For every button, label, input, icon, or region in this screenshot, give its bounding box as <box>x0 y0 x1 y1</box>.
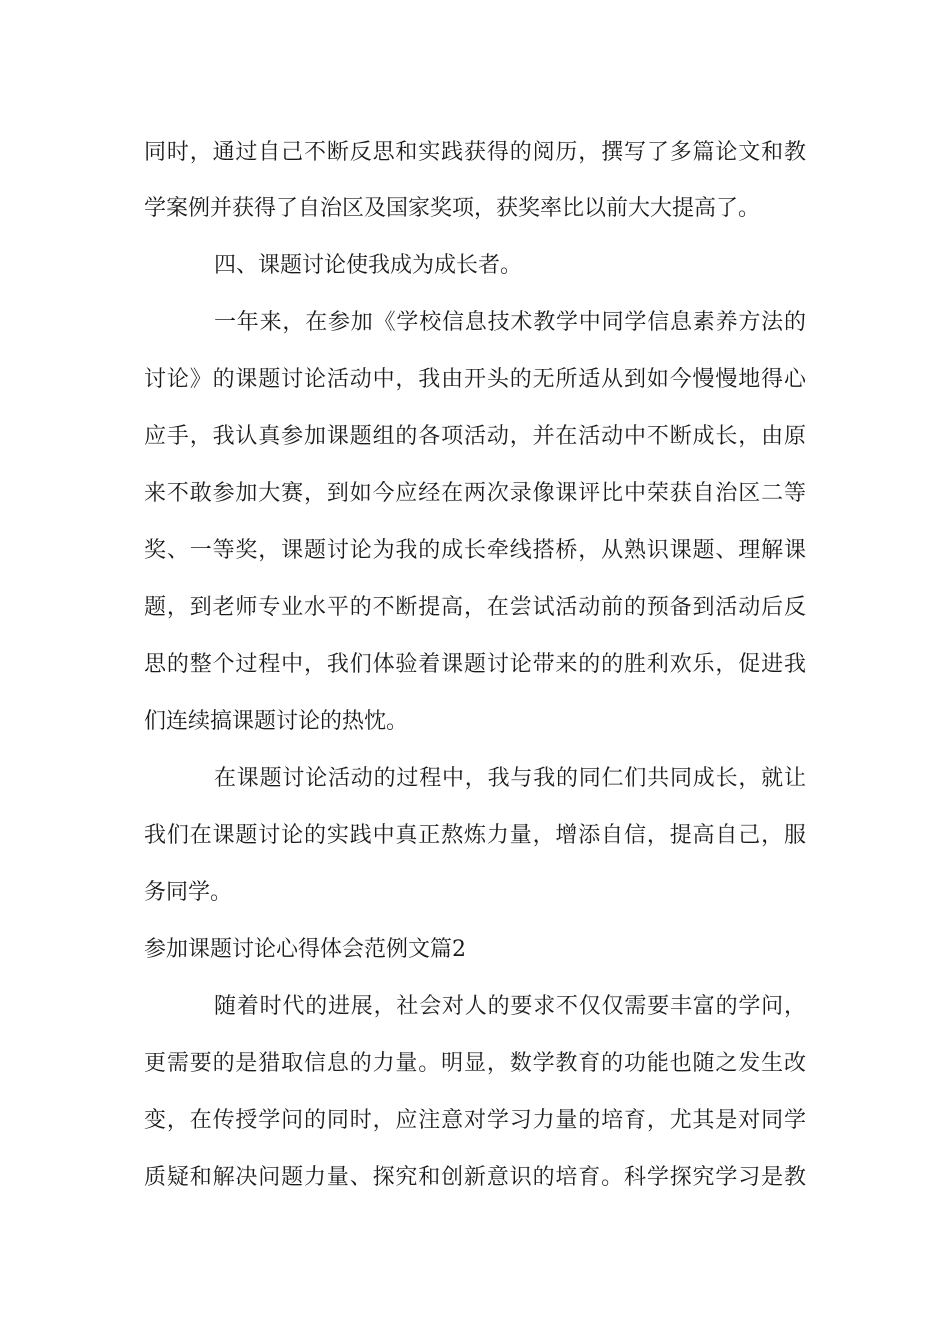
section-heading: 四、课题讨论使我成为成长者。 <box>214 253 523 278</box>
paragraph-line: 我们在课题讨论的实践中真正熬炼力量，增添自信，提高自己，服 <box>144 823 806 848</box>
paragraph-line: 变，在传授学问的同时，应注意对学习力量的培育，尤其是对同学 <box>144 1108 806 1133</box>
paragraph-line: 思的整个过程中，我们体验着课题讨论带来的的胜利欢乐，促进我 <box>144 652 806 677</box>
paragraph-line: 来不敢参加大赛，到如今应经在两次录像课评比中荣获自治区二等 <box>144 481 806 506</box>
paragraph-line: 务同学。 <box>144 880 233 905</box>
paragraph-line: 同时，通过自己不断反思和实践获得的阅历，撰写了多篇论文和教 <box>144 140 806 165</box>
paragraph-line: 题，到老师专业水平的不断提高，在尝试活动前的预备到活动后反 <box>144 595 806 620</box>
article-title: 参加课题讨论心得体会范例文篇2 <box>144 937 466 962</box>
paragraph-line: 在课题讨论活动的过程中，我与我的同仁们共同成长，就让 <box>214 766 806 791</box>
paragraph-line: 讨论》的课题讨论活动中，我由开头的无所适从到如今慢慢地得心 <box>144 367 806 392</box>
paragraph-line: 们连续搞课题讨论的热忱。 <box>144 709 409 734</box>
paragraph-line: 学案例并获得了自治区及国家奖项，获奖率比以前大大提高了。 <box>144 196 761 221</box>
paragraph-line: 质疑和解决问题力量、探究和创新意识的培育。科学探究学习是教 <box>144 1165 806 1190</box>
paragraph-line: 应手，我认真参加课题组的各项活动，并在活动中不断成长，由原 <box>144 424 806 449</box>
paragraph-line: 随着时代的进展，社会对人的要求不仅仅需要丰富的学问， <box>214 994 806 1019</box>
paragraph-line: 一年来，在参加《学校信息技术教学中同学信息素养方法的 <box>214 310 806 335</box>
paragraph-line: 更需要的是猎取信息的力量。明显，数学教育的功能也随之发生改 <box>144 1051 806 1076</box>
paragraph-line: 奖、一等奖，课题讨论为我的成长牵线搭桥，从熟识课题、理解课 <box>144 538 806 563</box>
